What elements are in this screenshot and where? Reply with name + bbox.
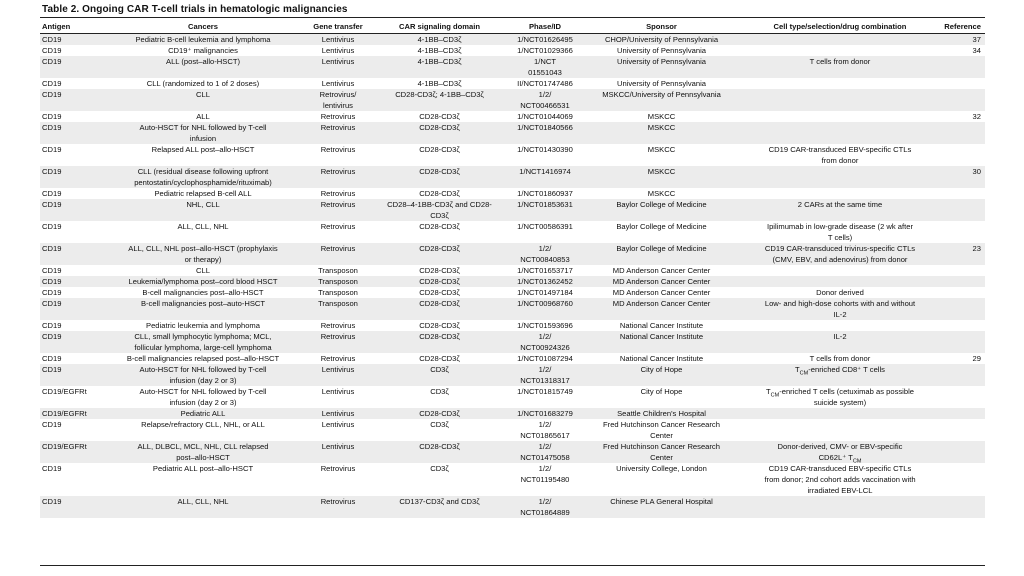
cell-cancers: Relapsed ALL post–allo-HSCT	[151, 145, 255, 154]
cell-reference	[940, 364, 985, 386]
cell-sponsor: City of Hope	[583, 364, 740, 386]
table-row	[40, 496, 985, 518]
cell-reference	[940, 89, 985, 111]
header-signaling-domain: CAR signaling domain	[372, 19, 507, 34]
cell-signaling-domain: CD28-CD3ζ	[419, 189, 460, 198]
top-rule	[40, 17, 985, 18]
cell-reference: 34	[972, 46, 981, 55]
cell-cancers: Relapse/refractory CLL, NHL, or ALL	[141, 420, 265, 429]
cell-cancers: Leukemia/lymphoma post–cord blood HSCT	[102, 276, 304, 287]
cell-antigen: CD19	[40, 166, 102, 188]
table-row	[40, 320, 985, 331]
cell-sponsor: MD Anderson Cancer Center	[612, 266, 711, 275]
cell-phase-id: 1/2/ NCT01864889	[507, 496, 583, 518]
car-t-trials-table	[40, 19, 985, 518]
cell-cell-type	[740, 320, 940, 331]
cell-phase-id: 1/NCT01815749	[517, 387, 573, 396]
cell-reference: 29	[972, 354, 981, 363]
cell-cell-type: Donor derived	[816, 288, 864, 297]
cell-signaling-domain: CD28-CD3ζ	[372, 441, 507, 463]
cell-antigen: CD19	[42, 354, 62, 363]
cell-cell-type: Low- and high-dose cohorts with and without IL-2	[740, 298, 940, 320]
table-body	[40, 34, 985, 519]
cell-reference	[940, 419, 985, 441]
cell-phase-id: 1/2/ NCT00924326	[507, 331, 583, 353]
cell-signaling-domain: CD3ζ	[372, 364, 507, 386]
cell-signaling-domain: CD28-CD3ζ	[419, 354, 460, 363]
cell-gene-transfer: Transposon	[304, 276, 372, 287]
table-row	[40, 419, 985, 441]
cell-gene-transfer: Transposon	[318, 288, 358, 297]
cell-cancers: Auto-HSCT for NHL followed by T-cell infusion (day 2 or 3)	[102, 364, 304, 386]
cell-cell-type	[740, 188, 940, 199]
cell-sponsor: National Cancer Institute	[619, 321, 704, 330]
cell-cell-type: T cells from donor	[809, 354, 871, 363]
table-row	[40, 408, 985, 419]
cell-antigen: CD19	[42, 79, 62, 88]
cell-sponsor: National Cancer Institute	[583, 331, 740, 353]
cell-phase-id: 1/NCT01626495	[507, 34, 583, 46]
cell-signaling-domain: CD28-CD3ζ	[419, 112, 460, 121]
cell-antigen: CD19	[42, 420, 62, 429]
table-row	[40, 441, 985, 463]
cell-phase-id: 1/2/ NCT01318317	[507, 364, 583, 386]
cell-phase-id: 1/NCT 01551043	[507, 56, 583, 78]
header-cell-type: Cell type/selection/drug combination	[740, 19, 940, 34]
table-row	[40, 243, 985, 265]
cell-gene-transfer: Lentivirus	[304, 408, 372, 419]
cell-cell-type: 2 CARs at the same time	[740, 199, 940, 221]
cell-cell-type	[740, 419, 940, 441]
cell-reference	[940, 221, 985, 243]
cell-reference: 32	[972, 112, 981, 121]
cell-reference	[940, 56, 985, 78]
table-row	[40, 276, 985, 287]
cell-cell-type	[740, 408, 940, 419]
cell-antigen: CD19/EGFRt	[42, 387, 87, 396]
cell-reference	[940, 408, 985, 419]
cell-sponsor: MSKCC	[583, 122, 740, 144]
cell-signaling-domain: CD3ζ	[430, 420, 449, 429]
cell-gene-transfer: Lentivirus	[321, 46, 355, 55]
cell-cancers: CLL (randomized to 1 of 2 doses)	[146, 79, 260, 88]
cell-cancers: CD19⁺ malignancies	[168, 46, 238, 55]
table-row	[40, 45, 985, 56]
cell-antigen: CD19/EGFRt	[40, 408, 102, 419]
cell-cell-type: Donor-derived, CMV- or EBV-specific CD62L⁺ $T_{CM}$	[740, 441, 940, 463]
cell-phase-id: 1/NCT01853631	[507, 199, 583, 221]
cell-cancers: Pediatric leukemia and lymphoma	[146, 321, 260, 330]
cell-reference	[940, 441, 985, 463]
cell-antigen: CD19	[42, 145, 62, 154]
table-row	[40, 122, 985, 144]
cell-antigen: CD19	[42, 464, 62, 473]
table-title: Table 2. Ongoing CAR T-cell trials in hematologic malignancies	[42, 4, 348, 15]
cell-gene-transfer: Retrovirus	[320, 321, 356, 330]
cell-sponsor: CHOP/University of Pennsylvania	[583, 34, 740, 46]
cell-phase-id: 1/NCT01362452	[507, 276, 583, 287]
cell-sponsor: Fred Hutchinson Cancer Research Center	[603, 420, 720, 440]
cell-sponsor: National Cancer Institute	[619, 354, 704, 363]
cell-phase-id: 1/NCT01683279	[507, 408, 583, 419]
cell-reference: 23	[940, 243, 985, 265]
cell-cell-type	[740, 34, 940, 46]
cell-signaling-domain: CD28-CD3ζ	[372, 298, 507, 320]
cell-signaling-domain: CD28-CD3ζ	[372, 243, 507, 265]
cell-cell-type: Ipilimumab in low-grade disease (2 wk after T cells)	[766, 222, 914, 242]
header-reference: Reference	[940, 19, 985, 34]
cell-sponsor: University College, London	[616, 464, 707, 473]
cell-phase-id: 1/NCT01593696	[517, 321, 573, 330]
cell-gene-transfer: Lentivirus	[304, 364, 372, 386]
cell-sponsor: University of Pennsylvania	[616, 46, 707, 55]
cell-phase-id: 1/NCT01087294	[517, 354, 573, 363]
cell-signaling-domain: CD3ζ	[430, 387, 449, 396]
cell-cell-type	[740, 89, 940, 111]
cell-antigen: CD19	[42, 266, 62, 275]
cell-cancers: ALL (post–allo-HSCT)	[102, 56, 304, 78]
cell-cancers: ALL, DLBCL, MCL, NHL, CLL relapsed post–allo-HSCT	[102, 441, 304, 463]
cell-antigen: CD19	[40, 298, 102, 320]
cell-gene-transfer: Retrovirus/ lentivirus	[304, 89, 372, 111]
cell-cancers: Pediatric ALL post–allo-HSCT	[152, 464, 254, 473]
cell-signaling-domain: CD28-CD3ζ	[419, 266, 460, 275]
table-row	[40, 188, 985, 199]
cell-cell-type: T cells from donor	[740, 56, 940, 78]
cell-reference	[940, 298, 985, 320]
cell-cancers: CLL (residual disease following upfront pentostatin/cyclophosphamide/rituximab)	[102, 166, 304, 188]
cell-sponsor: University of Pennsylvania	[583, 56, 740, 78]
table-row	[40, 353, 985, 364]
header-cancers: Cancers	[102, 19, 304, 34]
cell-cancers: B-cell malignancies post–allo-HSCT	[142, 288, 264, 297]
cell-phase-id: 1/2/ NCT01475058	[507, 441, 583, 463]
header-gene-transfer: Gene transfer	[304, 19, 372, 34]
cell-cell-type: $T_{CM}$-enriched CD8⁺ T cells	[740, 364, 940, 386]
cell-antigen: CD19	[40, 364, 102, 386]
table-row	[40, 364, 985, 386]
cell-cancers: ALL, CLL, NHL post–allo-HSCT (prophylaxis or therapy)	[102, 243, 304, 265]
cell-gene-transfer: Lentivirus	[304, 56, 372, 78]
cell-antigen: CD19	[42, 112, 62, 121]
cell-cancers: Pediatric B-cell leukemia and lymphoma	[102, 34, 304, 46]
cell-gene-transfer: Lentivirus	[304, 34, 372, 46]
cell-cell-type: IL-2	[740, 331, 940, 353]
cell-cancers: ALL, CLL, NHL	[177, 222, 229, 231]
cell-gene-transfer: Retrovirus	[320, 189, 356, 198]
cell-reference	[940, 199, 985, 221]
cell-gene-transfer: Retrovirus	[320, 112, 356, 121]
cell-phase-id: 1/NCT01430390	[517, 145, 573, 154]
cell-cell-type: CD19 CAR-transduced trivirus-specific CTLs (CMV, EBV, and adenovirus) from donor	[740, 243, 940, 265]
cell-reference	[940, 463, 985, 496]
header-sponsor: Sponsor	[583, 19, 740, 34]
cell-signaling-domain: CD28-CD3ζ	[372, 166, 507, 188]
cell-phase-id: 1/NCT01653717	[517, 266, 573, 275]
cell-reference	[940, 144, 985, 166]
cell-cell-type	[740, 496, 940, 518]
header-row	[40, 19, 985, 34]
table-row	[40, 144, 985, 166]
cell-phase-id: 1/NCT00586391	[517, 222, 573, 231]
table-row	[40, 331, 985, 353]
cell-phase-id: 1/2/ NCT00840853	[507, 243, 583, 265]
cell-gene-transfer: Lentivirus	[321, 79, 355, 88]
cell-antigen: CD19	[40, 199, 102, 221]
cell-gene-transfer: Transposon	[318, 266, 358, 275]
cell-sponsor: Baylor College of Medicine	[583, 199, 740, 221]
cell-cell-type: CD19 CAR-transduced EBV-specific CTLs from donor; 2nd cohort adds vaccination with irradiated EBV-LCL	[764, 464, 916, 495]
cell-sponsor: MSKCC	[583, 166, 740, 188]
cell-antigen: CD19	[42, 46, 62, 55]
table-row	[40, 166, 985, 188]
cell-sponsor: MSKCC	[647, 189, 676, 198]
cell-signaling-domain: CD28-CD3ζ	[419, 145, 460, 154]
cell-cell-type	[740, 265, 940, 276]
cell-signaling-domain: CD3ζ	[430, 464, 449, 473]
cell-reference	[940, 386, 985, 408]
cell-cell-type	[740, 122, 940, 144]
cell-gene-transfer: Retrovirus	[320, 354, 356, 363]
cell-phase-id: 1/NCT01497184	[517, 288, 573, 297]
cell-cell-type	[740, 166, 940, 188]
cell-cancers: ALL	[196, 112, 210, 121]
cell-cancers: CLL	[102, 89, 304, 111]
cell-reference	[940, 287, 985, 298]
cell-sponsor: Baylor College of Medicine	[583, 243, 740, 265]
cell-gene-transfer: Retrovirus	[320, 464, 356, 473]
cell-antigen: CD19	[40, 276, 102, 287]
cell-signaling-domain: CD28-CD3ζ	[419, 321, 460, 330]
cell-reference	[940, 496, 985, 518]
table-row	[40, 199, 985, 221]
cell-sponsor: MD Anderson Cancer Center	[612, 288, 711, 297]
cell-sponsor: Chinese PLA General Hospital	[583, 496, 740, 518]
cell-antigen: CD19	[40, 122, 102, 144]
cell-antigen: CD19	[40, 331, 102, 353]
cell-phase-id: 1/2/ NCT00466531	[507, 89, 583, 111]
cell-reference	[940, 276, 985, 287]
cell-phase-id: 1/2/ NCT01865617	[520, 420, 570, 440]
cell-gene-transfer: Retrovirus	[320, 145, 356, 154]
table-row	[40, 386, 985, 408]
cell-gene-transfer: Retrovirus	[320, 222, 356, 231]
table-row	[40, 463, 985, 496]
table-row	[40, 34, 985, 46]
cell-antigen: CD19	[40, 56, 102, 78]
cell-antigen: CD19	[42, 288, 62, 297]
cell-reference	[940, 331, 985, 353]
cell-antigen: CD19	[40, 243, 102, 265]
cell-reference	[940, 320, 985, 331]
header-antigen: Antigen	[40, 19, 102, 34]
cell-sponsor: MD Anderson Cancer Center	[583, 276, 740, 287]
cell-signaling-domain: 4-1BB–CD3ζ	[372, 34, 507, 46]
table-row	[40, 89, 985, 111]
cell-signaling-domain: 4-1BB–CD3ζ	[372, 56, 507, 78]
cell-signaling-domain: 4-1BB–CD3ζ	[417, 79, 462, 88]
cell-cancers: Auto-HSCT for NHL followed by T-cell infusion (day 2 or 3)	[139, 387, 267, 407]
cell-gene-transfer: Retrovirus	[304, 199, 372, 221]
cell-reference: 30	[940, 166, 985, 188]
cell-antigen: CD19	[42, 321, 62, 330]
cell-signaling-domain: CD28-CD3ζ	[372, 408, 507, 419]
cell-gene-transfer: Retrovirus	[304, 496, 372, 518]
cell-phase-id: II/NCT01747486	[517, 79, 573, 88]
cell-cell-type	[740, 111, 940, 122]
cell-cancers: Pediatric ALL	[102, 408, 304, 419]
cell-phase-id: 1/2/ NCT01195480	[520, 464, 570, 484]
cell-gene-transfer: Lentivirus	[304, 441, 372, 463]
cell-cell-type: CD19 CAR-transduced EBV-specific CTLs from donor	[768, 145, 912, 165]
cell-sponsor: Baylor College of Medicine	[616, 222, 707, 231]
cell-cell-type	[740, 276, 940, 287]
cell-reference	[940, 188, 985, 199]
cell-signaling-domain: CD28-CD3ζ; 4-1BB–CD3ζ	[372, 89, 507, 111]
cell-gene-transfer: Lentivirus	[321, 387, 355, 396]
cell-cancers: CLL, small lymphocytic lymphoma; MCL, follicular lymphoma, large-cell lymphoma	[102, 331, 304, 353]
cell-antigen: CD19	[40, 496, 102, 518]
cell-reference	[940, 122, 985, 144]
cell-signaling-domain: CD137-CD3ζ and CD3ζ	[372, 496, 507, 518]
cell-sponsor: MSKCC	[647, 145, 676, 154]
cell-signaling-domain: CD28-CD3ζ	[372, 331, 507, 353]
cell-sponsor: MSKCC/University of Pennsylvania	[583, 89, 740, 111]
table-row	[40, 56, 985, 78]
table-row	[40, 78, 985, 89]
cell-antigen: CD19/EGFRt	[40, 441, 102, 463]
cell-signaling-domain: CD28-CD3ζ	[419, 222, 460, 231]
cell-signaling-domain: 4-1BB–CD3ζ	[417, 46, 462, 55]
cell-reference: 37	[940, 34, 985, 46]
cell-gene-transfer: Transposon	[304, 298, 372, 320]
cell-gene-transfer: Retrovirus	[304, 331, 372, 353]
cell-cell-type: $T_{CM}$-enriched T cells (cetuximab as possible suicide system)	[766, 387, 914, 407]
cell-sponsor: MSKCC	[647, 112, 676, 121]
cell-antigen: CD19	[42, 189, 62, 198]
cell-cell-type	[740, 45, 940, 56]
cell-sponsor: University of Pennsylvania	[616, 79, 707, 88]
bottom-rule	[40, 565, 985, 566]
cell-cancers: ALL, CLL, NHL	[102, 496, 304, 518]
cell-sponsor: Fred Hutchinson Cancer Research Center	[583, 441, 740, 463]
cell-signaling-domain: CD28-CD3ζ	[372, 276, 507, 287]
cell-antigen: CD19	[40, 89, 102, 111]
cell-cancers: B-cell malignancies relapsed post–allo-HSCT	[126, 354, 280, 363]
cell-cancers: Pediatric relapsed B-cell ALL	[154, 189, 252, 198]
table-row	[40, 265, 985, 276]
table-row	[40, 221, 985, 243]
cell-signaling-domain: CD28-CD3ζ	[419, 288, 460, 297]
table-row	[40, 298, 985, 320]
cell-cancers: Auto-HSCT for NHL followed by T-cell infusion	[102, 122, 304, 144]
cell-phase-id: 1/NCT01860937	[517, 189, 573, 198]
cell-gene-transfer: Retrovirus	[304, 166, 372, 188]
cell-antigen: CD19	[40, 34, 102, 46]
cell-phase-id: 1/NCT01840566	[507, 122, 583, 144]
cell-gene-transfer: Retrovirus	[304, 243, 372, 265]
cell-gene-transfer: Retrovirus	[304, 122, 372, 144]
table-row	[40, 287, 985, 298]
cell-sponsor: MD Anderson Cancer Center	[583, 298, 740, 320]
cell-signaling-domain: CD28–4-1BB-CD3ζ and CD28- CD3ζ	[372, 199, 507, 221]
cell-phase-id: 1/NCT1416974	[507, 166, 583, 188]
cell-reference	[940, 265, 985, 276]
table-row	[40, 111, 985, 122]
cell-phase-id: 1/NCT00968760	[507, 298, 583, 320]
cell-cancers: CLL	[196, 266, 210, 275]
cell-signaling-domain: CD28-CD3ζ	[372, 122, 507, 144]
header-phase-id: Phase/ID	[507, 19, 583, 34]
cell-cancers: B-cell malignancies post–auto-HSCT	[102, 298, 304, 320]
cell-antigen: CD19	[42, 222, 62, 231]
cell-sponsor: Seattle Children's Hospital	[583, 408, 740, 419]
cell-reference	[940, 78, 985, 89]
cell-cell-type	[740, 78, 940, 89]
cell-gene-transfer: Lentivirus	[321, 420, 355, 429]
cell-phase-id: 1/NCT01044069	[517, 112, 573, 121]
cell-sponsor: City of Hope	[640, 387, 683, 396]
cell-cancers: NHL, CLL	[102, 199, 304, 221]
cell-phase-id: 1/NCT01029366	[517, 46, 573, 55]
